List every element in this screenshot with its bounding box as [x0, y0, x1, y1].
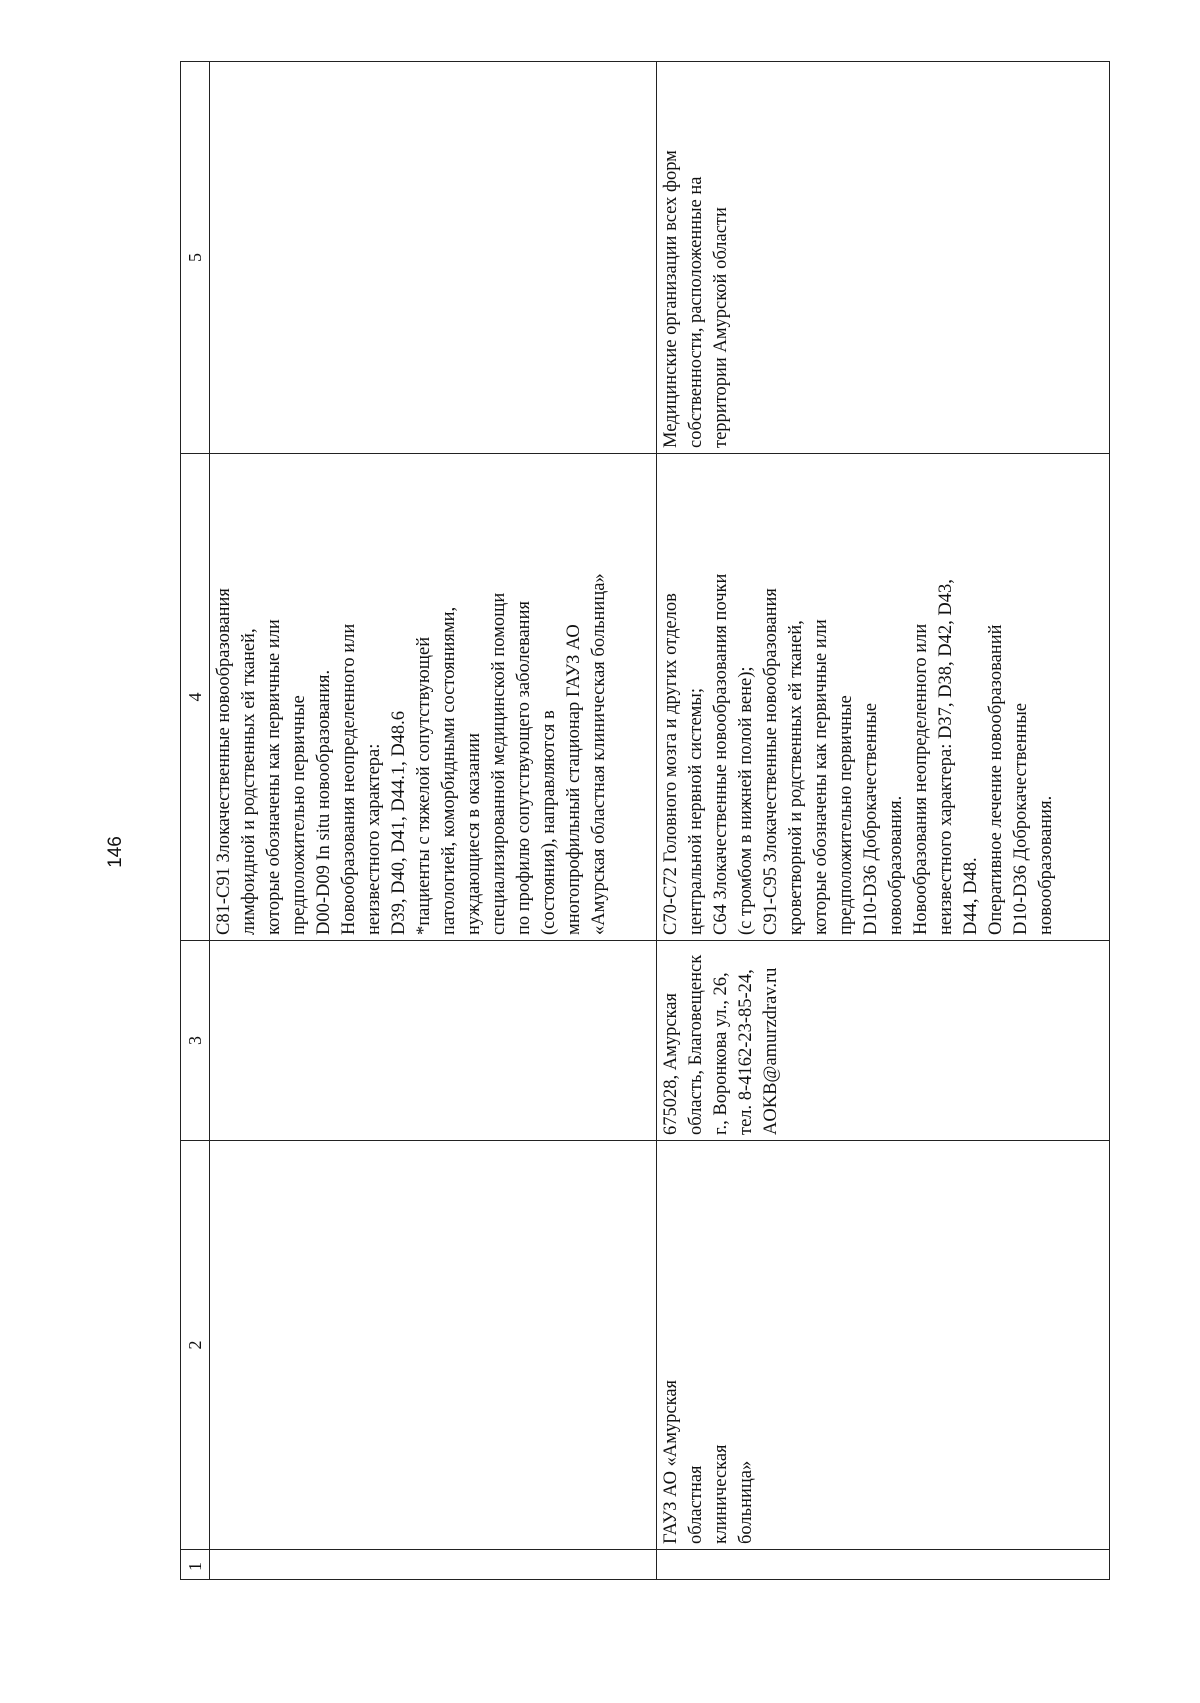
text-line: С81-С91 Злокачественные новообразования: [214, 588, 234, 935]
header-cell-5: 5: [181, 62, 210, 454]
text-line: специализированной медицинской помощи: [489, 592, 509, 935]
text-line: Медицинские организации всех форм: [661, 150, 681, 448]
text-line: «Амурская областная клиническая больница»: [589, 573, 609, 935]
text-line: ГАУЗ АО «Амурская: [661, 1379, 681, 1544]
text-line: г., Воронкова ул., 26,: [711, 972, 731, 1135]
page-number: 146: [105, 836, 126, 868]
row1-col3: [210, 941, 657, 1141]
text-line: клиническая: [711, 1444, 731, 1544]
text-line: кроветворной и родственных ей тканей,: [786, 620, 806, 935]
row2-col1: [657, 1550, 1110, 1580]
text-line: нуждающиеся в оказании: [464, 732, 484, 935]
text-line: С64 Злокачественные новообразования почки: [711, 573, 731, 935]
text-line: неизвестного характера: D37, D38, D42, D43,: [936, 579, 956, 935]
text-line: С70-С72 Головного мозга и других отделов: [661, 593, 681, 935]
text-line: которые обозначены как первичные или: [811, 619, 831, 935]
text-line: центральной нервной системы;: [686, 688, 706, 935]
text-line: предположительно первичные: [836, 695, 856, 935]
header-cell-4: 4: [181, 454, 210, 941]
text-line: D39, D40, D41, D44.1, D48.6: [389, 710, 409, 935]
text-line: по профилю сопутствующего заболевания: [514, 601, 534, 935]
text-line: Оперативное лечение новообразований: [986, 624, 1006, 935]
text-line: тел. 8-4162-23-85-24,: [736, 969, 756, 1135]
text-line: новообразования.: [886, 795, 906, 935]
text-line: *пациенты с тяжелой сопутствующей: [414, 636, 434, 935]
row2-diagnoses: [657, 454, 1110, 941]
text-line: патологией, коморбидными состояниями,: [439, 606, 459, 935]
row2-institution-name: [657, 1141, 1110, 1550]
text-line: AOKB@amurzdrav.ru: [761, 967, 781, 1135]
text-line: С91-С95 Злокачественные новообразования: [761, 588, 781, 935]
header-cell-1: 1: [181, 1550, 210, 1580]
referral-table: [180, 61, 1110, 1580]
text-line: Новообразования неопределенного или: [339, 623, 359, 935]
header-cell-2: 2: [181, 1141, 210, 1550]
text-line: 675028, Амурская: [661, 993, 681, 1135]
table-wrapper: [180, 62, 1108, 1580]
text-line: территории Амурской области: [711, 207, 731, 448]
text-line: собственности, расположенные на: [686, 176, 706, 448]
text-line: область, Благовещенск: [686, 954, 706, 1135]
text-line: предположительно первичные: [289, 695, 309, 935]
header-cell-3: 3: [181, 941, 210, 1141]
text-line: которые обозначены как первичные или: [264, 619, 284, 935]
text-line: Новообразования неопределенного или: [911, 623, 931, 935]
row1-diagnoses: [210, 454, 657, 941]
row1-col1: [210, 1550, 657, 1580]
text-line: D00-D09 In situ новообразования.: [314, 669, 334, 935]
table-row: [210, 62, 657, 1580]
text-line: лимфоидной и родственных ей тканей,: [239, 628, 259, 935]
table-header-row: [181, 62, 210, 1580]
text-line: (с тромбом в нижней полой вене);: [736, 666, 756, 935]
text-line: D10-D36 Доброкачественные: [1011, 702, 1031, 935]
text-line: больница»: [736, 1460, 756, 1544]
text-line: новообразования.: [1036, 795, 1056, 935]
row2-address: [657, 941, 1110, 1141]
table-row: [657, 62, 1110, 1580]
text-line: многопрофильный стационар ГАУЗ АО: [564, 624, 584, 935]
text-line: D44, D48.: [961, 857, 981, 935]
text-line: (состояния), направляются в: [539, 710, 559, 935]
text-line: областная: [686, 1465, 706, 1544]
text-line: неизвестного характера:: [364, 743, 384, 935]
row1-col2: [210, 1141, 657, 1550]
row1-col5: [210, 62, 657, 454]
row2-organizations: [657, 62, 1110, 454]
text-line: D10-D36 Доброкачественные: [861, 702, 881, 935]
